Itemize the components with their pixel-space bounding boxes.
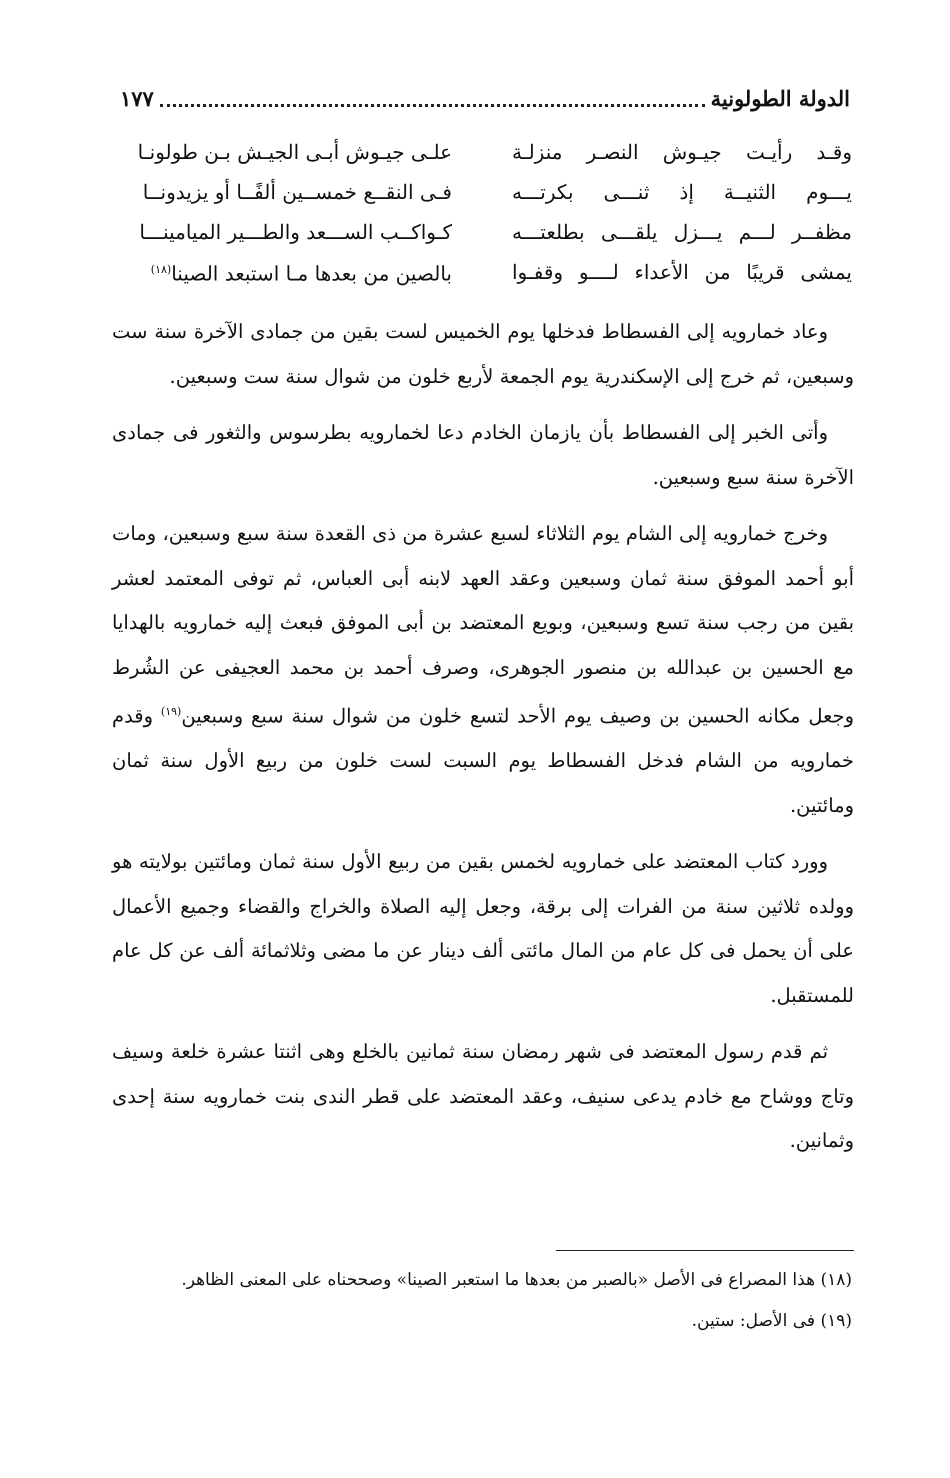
poem	[112, 132, 852, 292]
paragraph	[112, 512, 854, 828]
verse-first-hemistich: يمشى قريبًا من الأعداء لــــو وقفـوا	[512, 260, 852, 284]
footnote	[100, 1303, 852, 1340]
leader-dots	[160, 104, 705, 107]
footnote-number: (١٩)	[820, 1311, 852, 1331]
footnote	[100, 1262, 852, 1299]
page-number: ١٧٧	[120, 85, 154, 111]
paragraph: ثم قدم رسول المعتضد فى شهر رمضان سنة ثمانين بالخلع وهى اثنتا عشرة خلعة وسيف وتاج ووشاح مع خادم يدعى سنيف، وعقد المعتضد على قطر الندى بنت خمارويه سنة إحدى وثمانين.	[112, 1040, 854, 1152]
paragraph: وعاد خمارويه إلى الفسطاط فدخلها يوم الخميس لست بقين من جمادى الآخرة سنة ست وسبعين، ثم خرج إلى الإسكندرية يوم الجمعة لأربع خلون من شوال سنة ست وسبعين.	[112, 320, 854, 388]
paragraph-text: وخرج خمارويه إلى الشام يوم الثلاثاء لسبع عشرة من ذى القعدة سنة سبع وسبعين، ومات أبو أحمد الموفق سنة ثمان وسبعين وعقد العهد لابنه أبى العباس، ثم توفى المعتمد لعشر بقين من رجب سنة تسع وسبعين، وبويع المعتضد بن أبى الموفق فبعث إليه خمارويه بالهدايا مع الحسين بن عبدالله بن منصور الجوهرى، وصرف أحمد بن محمد العجيفى عن الشُرط وجعل مكانه الحسين بن وصيف يوم الأحد لتسع خلون من شوال سنة سبع وسبعين	[112, 522, 854, 728]
footnote-reference[interactable]: (١٨)	[150, 263, 172, 277]
verse-second-hemistich: كـواكــب الســـعد والطـــير الميامينـــا	[139, 220, 452, 244]
poem-verse	[112, 172, 852, 212]
verse-first-hemistich: وقـد رأيـت جيـوش النصـر منزلـة	[512, 140, 852, 164]
poem-verse	[112, 252, 852, 292]
verse-second-hemistich	[112, 250, 452, 294]
poem-verse	[112, 132, 852, 172]
footnote-separator	[556, 1250, 854, 1251]
paragraph-text: وقدم خمارويه من الشام فدخل الفسطاط يوم السبت لست خلون من ربيع الأول سنة ثمان ومائتين.	[112, 704, 854, 817]
poem-verse	[112, 212, 852, 252]
verse-first-hemistich: يـــوم الثنيــة إذ ثنـــى بكرتـــه	[512, 180, 852, 204]
verse-text: بالصين من بعدها مـا استبعد الصينا	[171, 261, 452, 286]
running-header	[120, 80, 850, 116]
footnote-text: فى الأصل: ستين.	[691, 1311, 816, 1331]
verse-second-hemistich: فـى النقــع خمســين ألفًــا أو يزيدونــا	[142, 180, 452, 204]
paragraph: وأتى الخبر إلى الفسطاط بأن يازمان الخادم دعا لخمارويه بطرسوس والثغور فى جمادى الآخرة سنة سبع وسبعين.	[112, 421, 854, 489]
paragraph: وورد كتاب المعتضد على خمارويه لخمس بقين من ربيع الأول سنة ثمان ومائتين بولايته هو وولده ثلاثين سنة من الفرات إلى برقة، وجعل إليه الصلاة والخراج والقضاء وجميع الأعمال على أن يحمل فى كل عام من المال مائتى ألف دينار عن ما مضى وثلاثمائة ألف عن كل عام للمستقبل.	[112, 850, 854, 1007]
footnote-reference[interactable]: (١٩)	[160, 705, 182, 718]
footnotes	[100, 1262, 852, 1344]
footnote-number: (١٨)	[820, 1270, 852, 1290]
chapter-title: الدولة الطولونية	[710, 85, 850, 111]
footnote-text: هذا المصراع فى الأصل «بالصبر من بعدها ما استعبر الصينا» وصححناه على المعنى الظاهر.	[181, 1270, 816, 1290]
verse-second-hemistich: علـى جيـوش أبـى الجيـش بـن طولونـا	[137, 140, 452, 164]
verse-first-hemistich: مظفــر لـــم يـــزل يلقـــى بطلعتـــه	[512, 220, 852, 244]
body-text	[112, 310, 854, 1176]
